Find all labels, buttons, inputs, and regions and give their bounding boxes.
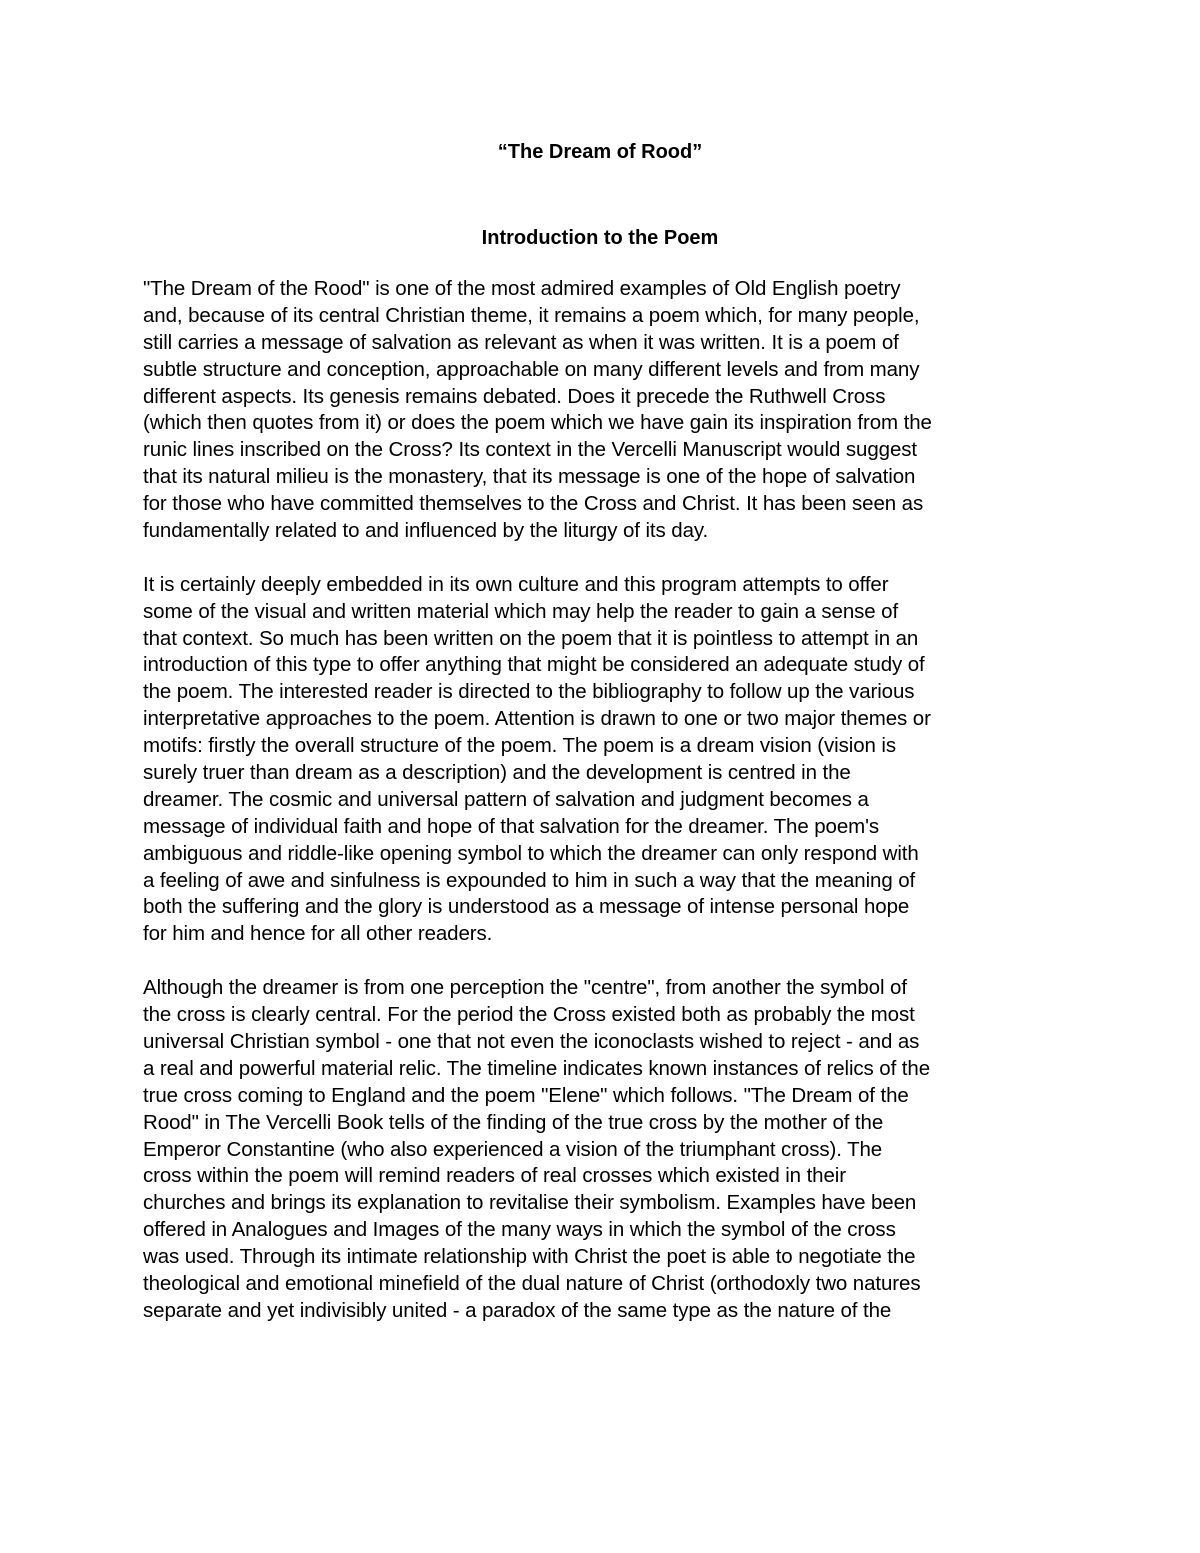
text-line: for him and hence for all other readers.	[143, 922, 493, 946]
text-line: that context. So much has been written on the poem that it is pointless to attempt in an	[143, 626, 919, 650]
text-line: ambiguous and riddle-like opening symbol to which the dreamer can only respond with	[143, 841, 919, 865]
paragraph-spacer	[143, 545, 1059, 572]
document-title: “The Dream of Rood”	[497, 141, 703, 163]
paragraph-3	[143, 975, 1059, 1325]
text-line: dreamer. The cosmic and universal pattern of salvation and judgment becomes a	[143, 787, 869, 811]
text-line: message of individual faith and hope of that salvation for the dreamer. The poem's	[143, 814, 880, 838]
text-line: Although the dreamer is from one perception the "centre", from another the symbol of	[143, 976, 907, 1000]
text-line: was used. Through its intimate relationship with Christ the poet is able to negotiate the	[143, 1245, 916, 1269]
text-line: cross within the poem will remind readers of real crosses which existed in their	[143, 1164, 846, 1188]
text-line: Rood" in The Vercelli Book tells of the finding of the true cross by the mother of the	[143, 1110, 884, 1134]
text-line: introduction of this type to offer anything that might be considered an adequate study of	[143, 653, 925, 677]
text-line: some of the visual and written material which may help the reader to gain a sense of	[143, 599, 899, 623]
text-line: theological and emotional minefield of the dual nature of Christ (orthodoxly two natures	[143, 1271, 921, 1295]
text-line: surely truer than dream as a description) and the development is centred in the	[143, 761, 851, 785]
text-line: still carries a message of salvation as relevant as when it was written. It is a poem of	[143, 330, 899, 354]
text-line: (which then quotes from it) or does the poem which we have gain its inspiration from the	[143, 411, 932, 435]
paragraph-2	[143, 572, 1059, 948]
text-line: and, because of its central Christian theme, it remains a poem which, for many people,	[143, 303, 920, 327]
text-line: the cross is clearly central. For the period the Cross existed both as probably the most	[143, 1003, 915, 1027]
text-line: for those who have committed themselves to the Cross and Christ. It has been seen as	[143, 492, 924, 516]
text-line: motifs: firstly the overall structure of the poem. The poem is a dream vision (vision is	[143, 734, 897, 758]
text-line: different aspects. Its genesis remains debated. Does it precede the Ruthwell Cross	[143, 384, 886, 408]
text-line: the poem. The interested reader is directed to the bibliography to follow up the various	[143, 680, 915, 704]
text-line: that its natural milieu is the monastery, that its message is one of the hope of salvation	[143, 465, 916, 489]
section-heading: Introduction to the Poem	[481, 227, 719, 249]
text-line: Emperor Constantine (who also experienced a vision of the triumphant cross). The	[143, 1137, 883, 1161]
text-line: a real and powerful material relic. The timeline indicates known instances of relics of the	[143, 1056, 930, 1080]
text-line: universal Christian symbol - one that not even the iconoclasts wished to reject - and as	[143, 1029, 920, 1053]
text-line: interpretative approaches to the poem. Attention is drawn to one or two major themes or	[143, 707, 931, 731]
text-line: runic lines inscribed on the Cross? Its context in the Vercelli Manuscript would suggest	[143, 438, 918, 462]
paragraph-1	[143, 276, 1059, 545]
text-line: a feeling of awe and sinfulness is expounded to him in such a way that the meaning of	[143, 868, 916, 892]
text-line: both the suffering and the glory is understood as a message of intense personal hope	[143, 895, 910, 919]
text-line: offered in Analogues and Images of the many ways in which the symbol of the cross	[143, 1218, 896, 1242]
text-line: subtle structure and conception, approachable on many different levels and from many	[143, 357, 920, 381]
paragraph-spacer	[143, 948, 1059, 975]
body-text	[143, 276, 1059, 1325]
text-line: It is certainly deeply embedded in its own culture and this program attempts to offer	[143, 572, 889, 596]
text-line: fundamentally related to and influenced by the liturgy of its day.	[143, 519, 709, 543]
text-line: true cross coming to England and the poem "Elene" which follows. "The Dream of the	[143, 1083, 909, 1107]
text-line: "The Dream of the Rood" is one of the most admired examples of Old English poetry	[143, 277, 901, 300]
text-line: separate and yet indivisibly united - a paradox of the same type as the nature of the	[143, 1298, 892, 1322]
text-line: churches and brings its explanation to revitalise their symbolism. Examples have been	[143, 1191, 917, 1215]
